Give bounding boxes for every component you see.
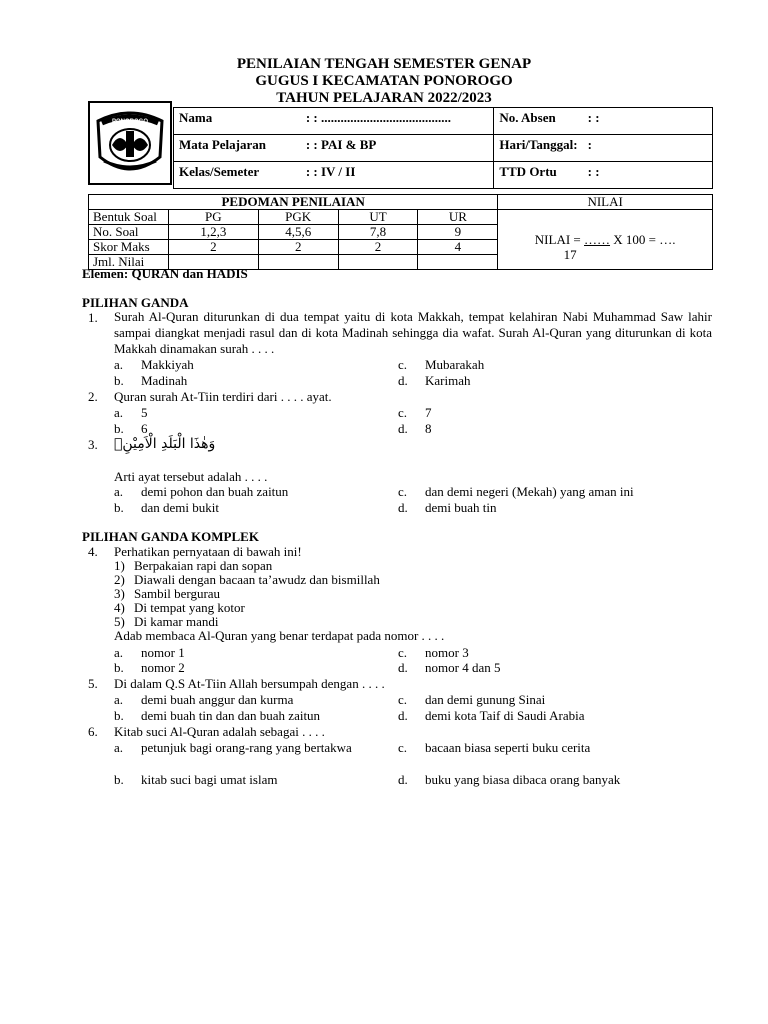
option-letter: d. bbox=[398, 500, 408, 515]
table-cell: 2 bbox=[258, 240, 338, 255]
option-letter: a. bbox=[114, 740, 124, 755]
logo-text: PONOROGO bbox=[111, 119, 149, 125]
ponorogo-logo bbox=[88, 101, 172, 185]
identity-table bbox=[173, 107, 713, 189]
hari-field[interactable]: : bbox=[583, 135, 713, 162]
option-b[interactable]: kitab suci bagi umat islam bbox=[141, 772, 278, 787]
table-cell[interactable] bbox=[418, 255, 498, 270]
nilai-blank[interactable]: …… bbox=[584, 231, 611, 247]
question-text: Di dalam Q.S At-Tiin Allah bersumpah dengan . . . . bbox=[114, 676, 385, 691]
option-c[interactable]: bacaan biasa seperti buku cerita bbox=[425, 740, 591, 755]
table-cell: 2 bbox=[168, 240, 258, 255]
question-number: 1. bbox=[88, 310, 98, 325]
option-letter: b. bbox=[114, 373, 124, 388]
option-a[interactable]: demi pohon dan buah zaitun bbox=[141, 484, 289, 499]
option-letter: c. bbox=[398, 357, 408, 372]
table-cell: 1,2,3 bbox=[168, 225, 258, 240]
table-cell: PG bbox=[168, 210, 258, 225]
question-text: Surah Al-Quran diturunkan di dua tempat yaitu di kota Makkah, tempat kelahiran Nabi Muhammad Saw lahir sampai diangkat menjadi rasul dan di kota Madinah sehingga dia wafat. Surah Al-Quran yang diturunkan di kota Makkah dinamakan surah . . . . bbox=[114, 309, 712, 356]
option-letter: d. bbox=[398, 421, 408, 436]
statement-item: Berpakaian rapi dan sopan bbox=[134, 558, 273, 573]
option-letter: c. bbox=[398, 405, 408, 420]
option-letter: c. bbox=[398, 484, 408, 499]
table-cell[interactable] bbox=[338, 255, 418, 270]
kelas-value: : : IV / II bbox=[301, 162, 494, 189]
nilai-header: NILAI bbox=[498, 195, 713, 210]
statement-number: 4) bbox=[114, 600, 125, 615]
absen-field[interactable]: : : bbox=[583, 108, 713, 135]
option-a[interactable]: demi buah anggur dan kurma bbox=[141, 692, 294, 707]
option-letter: a. bbox=[114, 405, 124, 420]
statement-item: Di tempat yang kotor bbox=[134, 600, 245, 615]
option-d[interactable]: demi buah tin bbox=[425, 500, 497, 515]
option-letter: a. bbox=[114, 692, 124, 707]
option-a[interactable]: Makkiyah bbox=[141, 357, 194, 372]
table-cell: 2 bbox=[338, 240, 418, 255]
statement-item: Di kamar mandi bbox=[134, 614, 219, 629]
option-b[interactable]: dan demi bukit bbox=[141, 500, 219, 515]
ttd-field[interactable]: : : bbox=[583, 162, 713, 189]
option-letter: c. bbox=[398, 740, 408, 755]
option-d[interactable]: nomor 4 dan 5 bbox=[425, 660, 501, 675]
statement-number: 2) bbox=[114, 572, 125, 587]
option-letter: b. bbox=[114, 500, 124, 515]
option-c[interactable]: dan demi negeri (Mekah) yang aman ini bbox=[425, 484, 634, 499]
option-b[interactable]: Madinah bbox=[141, 373, 188, 388]
mapel-label: Mata Pelajaran bbox=[174, 135, 301, 162]
nama-label: Nama bbox=[174, 108, 301, 135]
exam-title: PENILAIAN TENGAH SEMESTER GENAP bbox=[236, 56, 532, 72]
statement-number: 5) bbox=[114, 614, 125, 629]
academic-year: TAHUN PELAJARAN 2022/2023 bbox=[276, 90, 492, 106]
option-letter: a. bbox=[114, 484, 124, 499]
section-pilihan-ganda-komplek: PILIHAN GANDA KOMPLEK bbox=[82, 529, 259, 544]
table-cell: PGK bbox=[258, 210, 338, 225]
option-d[interactable]: demi kota Taif di Saudi Arabia bbox=[425, 708, 585, 723]
option-letter: a. bbox=[114, 357, 124, 372]
option-b[interactable]: nomor 2 bbox=[141, 660, 185, 675]
table-cell: Bentuk Soal bbox=[89, 210, 169, 225]
table-cell: UT bbox=[338, 210, 418, 225]
option-letter: d. bbox=[398, 373, 408, 388]
question-number: 5. bbox=[88, 676, 98, 691]
option-letter: b. bbox=[114, 708, 124, 723]
option-letter: d. bbox=[398, 772, 408, 787]
grading-guide-table bbox=[88, 194, 713, 270]
table-cell: 7,8 bbox=[338, 225, 418, 240]
option-d[interactable]: Karimah bbox=[425, 373, 471, 388]
table-cell: 4 bbox=[418, 240, 498, 255]
option-letter: a. bbox=[114, 645, 124, 660]
option-d[interactable]: 8 bbox=[425, 421, 432, 436]
option-c[interactable]: nomor 3 bbox=[425, 645, 469, 660]
option-b[interactable]: 6 bbox=[141, 421, 148, 436]
table-cell: 9 bbox=[418, 225, 498, 240]
table-cell: No. Soal bbox=[89, 225, 169, 240]
question-text: Arti ayat tersebut adalah . . . . bbox=[114, 469, 268, 484]
absen-label: No. Absen bbox=[494, 108, 583, 135]
statement-item: Sambil bergurau bbox=[134, 586, 221, 601]
nilai-formula: NILAI = …… X 100 = …. 17 bbox=[498, 210, 713, 270]
table-cell: UR bbox=[418, 210, 498, 225]
question-text: Quran surah At-Tiin terdiri dari . . . . ayat. bbox=[114, 389, 332, 404]
statement-number: 3) bbox=[114, 586, 125, 601]
statement-item: Diawali dengan bacaan ta’awudz dan bismillah bbox=[134, 572, 380, 587]
table-cell: Jml. Nilai bbox=[89, 255, 169, 270]
elemen-heading: Elemen: QURAN dan HADIS bbox=[82, 266, 248, 281]
hari-label: Hari/Tanggal: bbox=[494, 135, 583, 162]
kelas-label: Kelas/Semeter bbox=[174, 162, 301, 189]
option-letter: b. bbox=[114, 660, 124, 675]
arabic-verse: وَهٰذَا الْبَلَدِ الْاَمِيْنِۙ bbox=[114, 436, 216, 452]
option-a[interactable]: 5 bbox=[141, 405, 148, 420]
table-cell[interactable] bbox=[258, 255, 338, 270]
table-cell: Skor Maks bbox=[89, 240, 169, 255]
option-letter: b. bbox=[114, 421, 124, 436]
option-c[interactable]: dan demi gunung Sinai bbox=[425, 692, 546, 707]
option-d[interactable]: buku yang biasa dibaca orang banyak bbox=[425, 772, 621, 787]
option-letter: c. bbox=[398, 692, 408, 707]
option-c[interactable]: 7 bbox=[425, 405, 432, 420]
option-a[interactable]: petunjuk bagi orang-rang yang bertakwa bbox=[141, 740, 352, 755]
option-c[interactable]: Mubarakah bbox=[425, 357, 485, 372]
question-text: Perhatikan pernyataan di bawah ini! bbox=[114, 544, 302, 559]
option-a[interactable]: nomor 1 bbox=[141, 645, 185, 660]
statement-number: 1) bbox=[114, 558, 125, 573]
question-number: 6. bbox=[88, 724, 98, 739]
question-text: Adab membaca Al-Quran yang benar terdapat pada nomor . . . . bbox=[114, 628, 445, 643]
nama-field[interactable]: : : ........................................ bbox=[301, 108, 494, 135]
grading-guide-title: PEDOMAN PENILAIAN bbox=[89, 195, 498, 210]
exam-subtitle: GUGUS I KECAMATAN PONOROGO bbox=[255, 73, 513, 89]
option-b[interactable]: demi buah tin dan dan buah zaitun bbox=[141, 708, 321, 723]
question-number: 4. bbox=[88, 544, 98, 559]
option-letter: c. bbox=[398, 645, 408, 660]
ttd-label: TTD Ortu bbox=[494, 162, 583, 189]
question-text: Kitab suci Al-Quran adalah sebagai . . . . bbox=[114, 724, 325, 739]
option-letter: d. bbox=[398, 660, 408, 675]
nilai-divisor: 17 bbox=[563, 246, 577, 262]
question-number: 3. bbox=[88, 437, 98, 452]
table-cell: 4,5,6 bbox=[258, 225, 338, 240]
section-pilihan-ganda: PILIHAN GANDA bbox=[82, 295, 189, 310]
mapel-value: : : PAI & BP bbox=[301, 135, 494, 162]
question-number: 2. bbox=[88, 389, 98, 404]
option-letter: b. bbox=[114, 772, 124, 787]
option-letter: d. bbox=[398, 708, 408, 723]
